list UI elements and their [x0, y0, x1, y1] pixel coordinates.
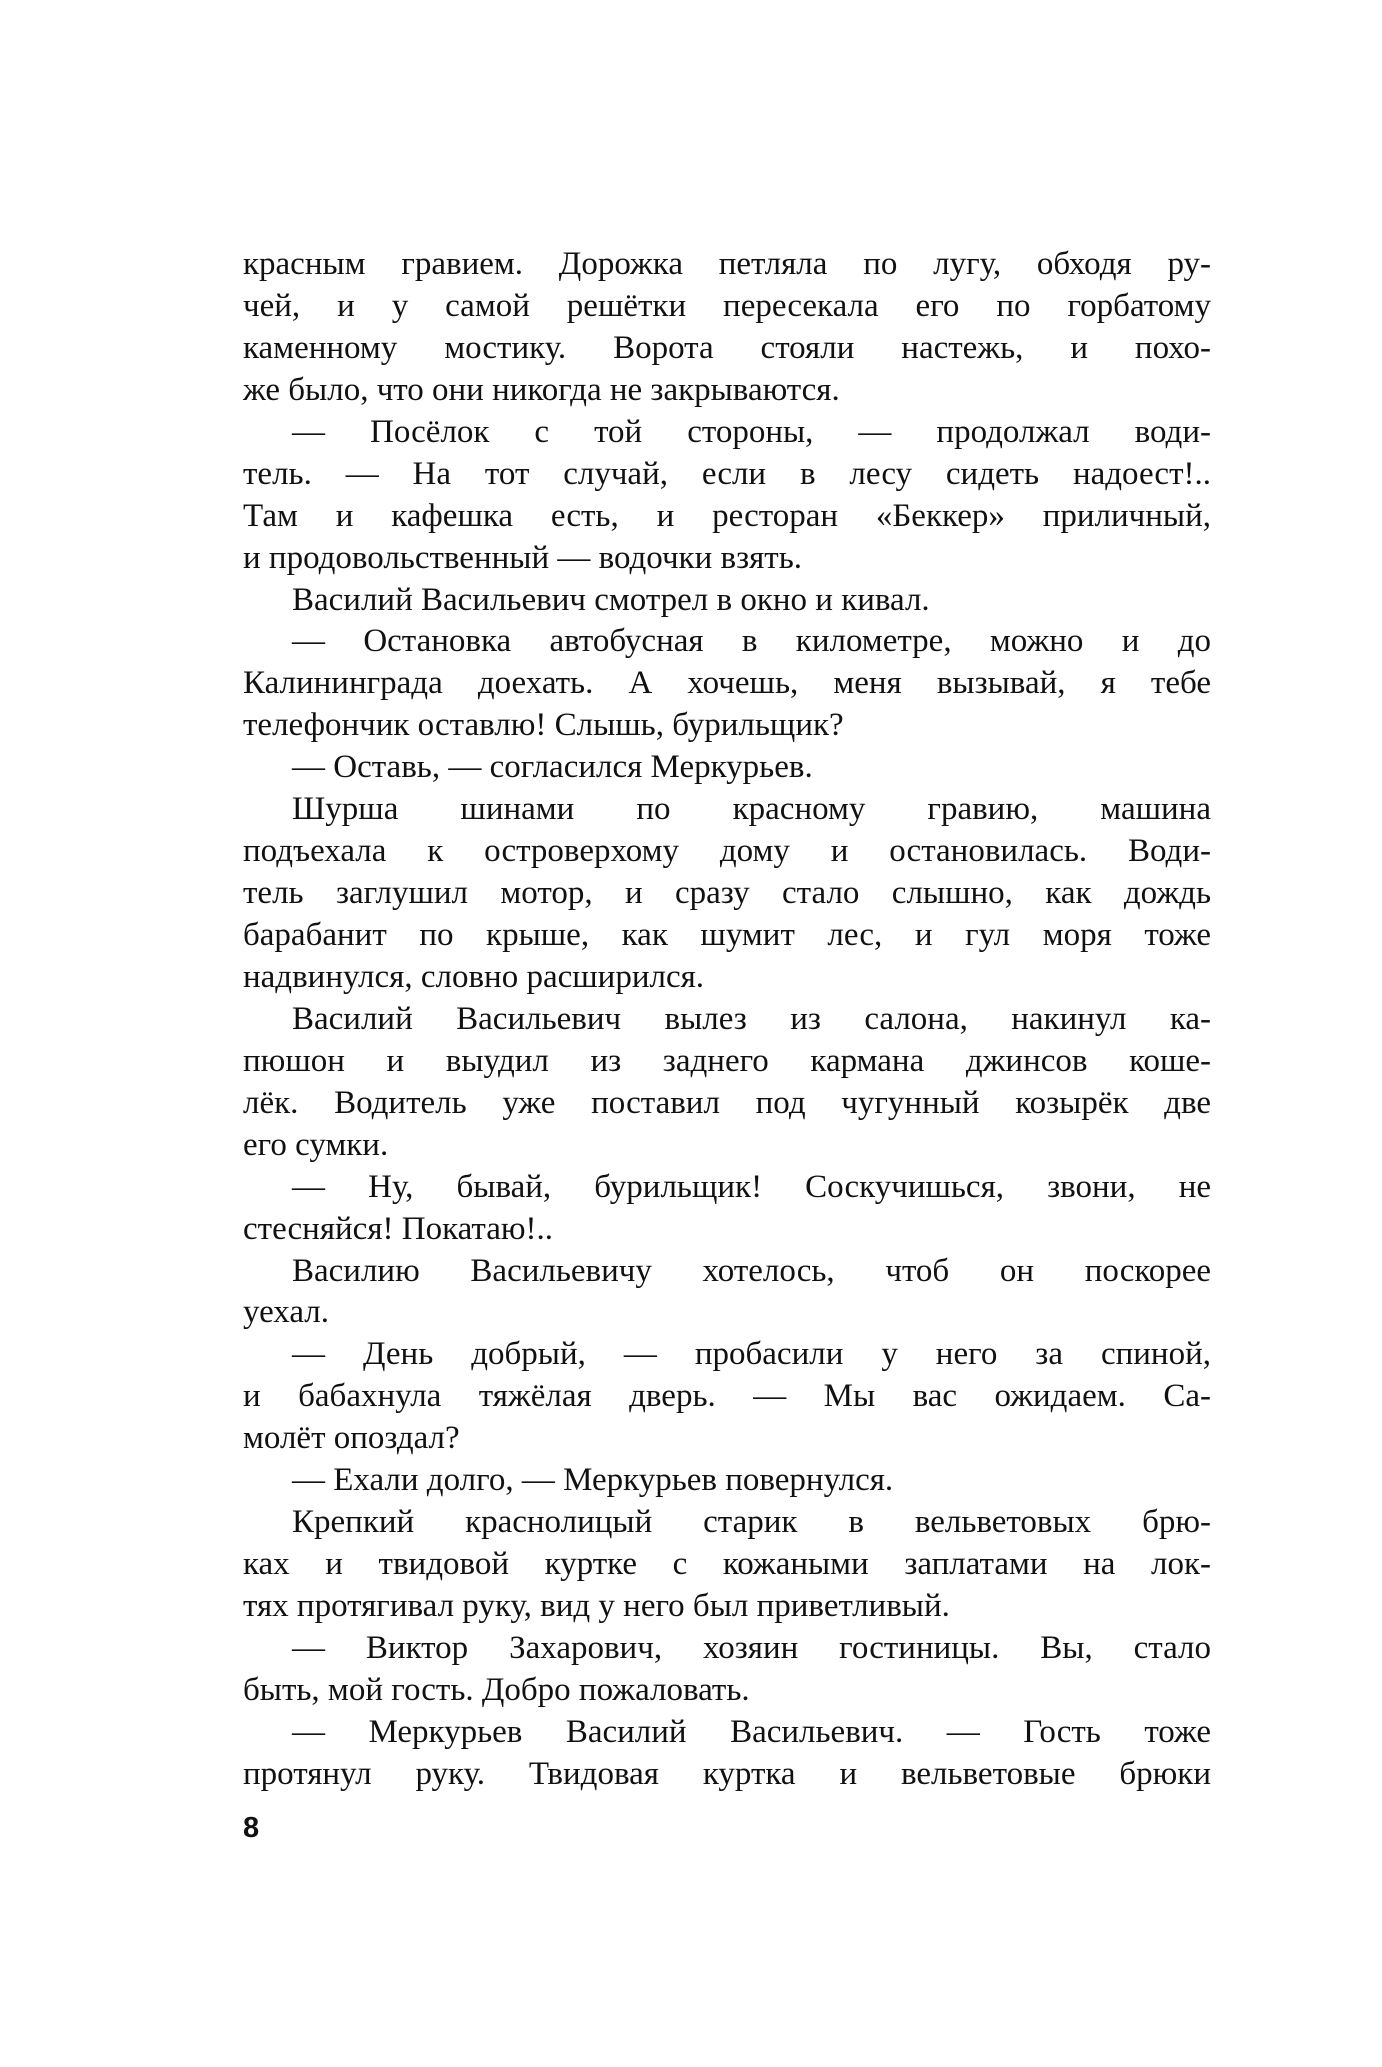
text-line: тях протягивал руку, вид у него был приветливый. [243, 1588, 950, 1624]
text-line: каменному мостику. Ворота стояли настежь, и похо- [243, 329, 1211, 366]
text-line: — Виктор Захарович, хозяин гостиницы. Вы, стало [292, 1629, 1211, 1666]
text-line: и бабахнула тяжёлая дверь. — Мы вас ожидаем. Са- [243, 1378, 1211, 1415]
body-text [243, 244, 1211, 1796]
text-line: Там и кафешка есть, и ресторан «Беккер» приличный, [243, 497, 1211, 534]
text-line: барабанит по крыше, как шумит лес, и гул моря тоже [243, 917, 1211, 953]
text-line: чей, и у самой решётки пересекала его по горбатому [243, 287, 1211, 324]
text-line: ках и твидовой куртке с кожаными заплатами на лок- [243, 1546, 1211, 1583]
text-line: Василию Васильевичу хотелось, чтоб он поскорее [292, 1252, 1211, 1289]
text-line: молёт опоздал? [243, 1420, 460, 1457]
text-line: Василий Васильевич смотрел в окно и кивал. [292, 581, 930, 618]
text-line: — Оставь, — согласился Меркурьев. [292, 749, 813, 786]
text-line: подъехала к островерхому дому и остановилась. Води- [243, 833, 1211, 870]
text-line: пюшон и выудил из заднего кармана джинсов коше- [243, 1042, 1211, 1079]
text-line: Шурша шинами по красному гравию, машина [292, 791, 1211, 828]
text-line: лёк. Водитель уже поставил под чугунный козырёк две [243, 1084, 1211, 1121]
text-line: же было, что они никогда не закрываются. [243, 371, 840, 408]
text-line: — День добрый, — пробасили у него за спиной, [292, 1336, 1211, 1373]
text-line: его сумки. [243, 1126, 389, 1163]
text-line: и продовольственный — водочки взять. [243, 539, 803, 576]
text-line: Калининграда доехать. А хочешь, меня вызывай, я тебе [243, 665, 1211, 702]
text-line: уехал. [243, 1294, 329, 1331]
text-line: тель. — На тот случай, если в лесу сидеть надоест!.. [243, 455, 1211, 492]
text-line: стесняйся! Покатаю!.. [243, 1210, 554, 1247]
text-line: Василий Васильевич вылез из салона, накинул ка- [292, 1000, 1211, 1037]
page-number: 8 [243, 1812, 260, 1844]
text-line: телефончик оставлю! Слышь, бурильщик? [243, 707, 844, 744]
text-line: тель заглушил мотор, и сразу стало слышно, как дождь [243, 875, 1211, 912]
text-line: — Посёлок с той стороны, — продолжал води- [292, 413, 1211, 450]
text-line: — Ну, бывай, бурильщик! Соскучишься, звони, не [292, 1168, 1211, 1205]
text-line: быть, мой гость. Добро пожаловать. [243, 1671, 750, 1708]
text-line: — Меркурьев Василий Васильевич. — Гость тоже [292, 1713, 1211, 1750]
text-line: надвинулся, словно расширился. [243, 958, 705, 995]
text-line: протянул руку. Твидовая куртка и вельветовые брюки [243, 1755, 1211, 1792]
text-line: красным гравием. Дорожка петляла по лугу, обходя ру- [243, 246, 1211, 282]
text-line: — Остановка автобусная в километре, можно и до [292, 623, 1211, 660]
text-line: — Ехали долго, — Меркурьев повернулся. [292, 1462, 894, 1499]
text-line: Крепкий краснолицый старик в вельветовых брю- [292, 1504, 1211, 1541]
